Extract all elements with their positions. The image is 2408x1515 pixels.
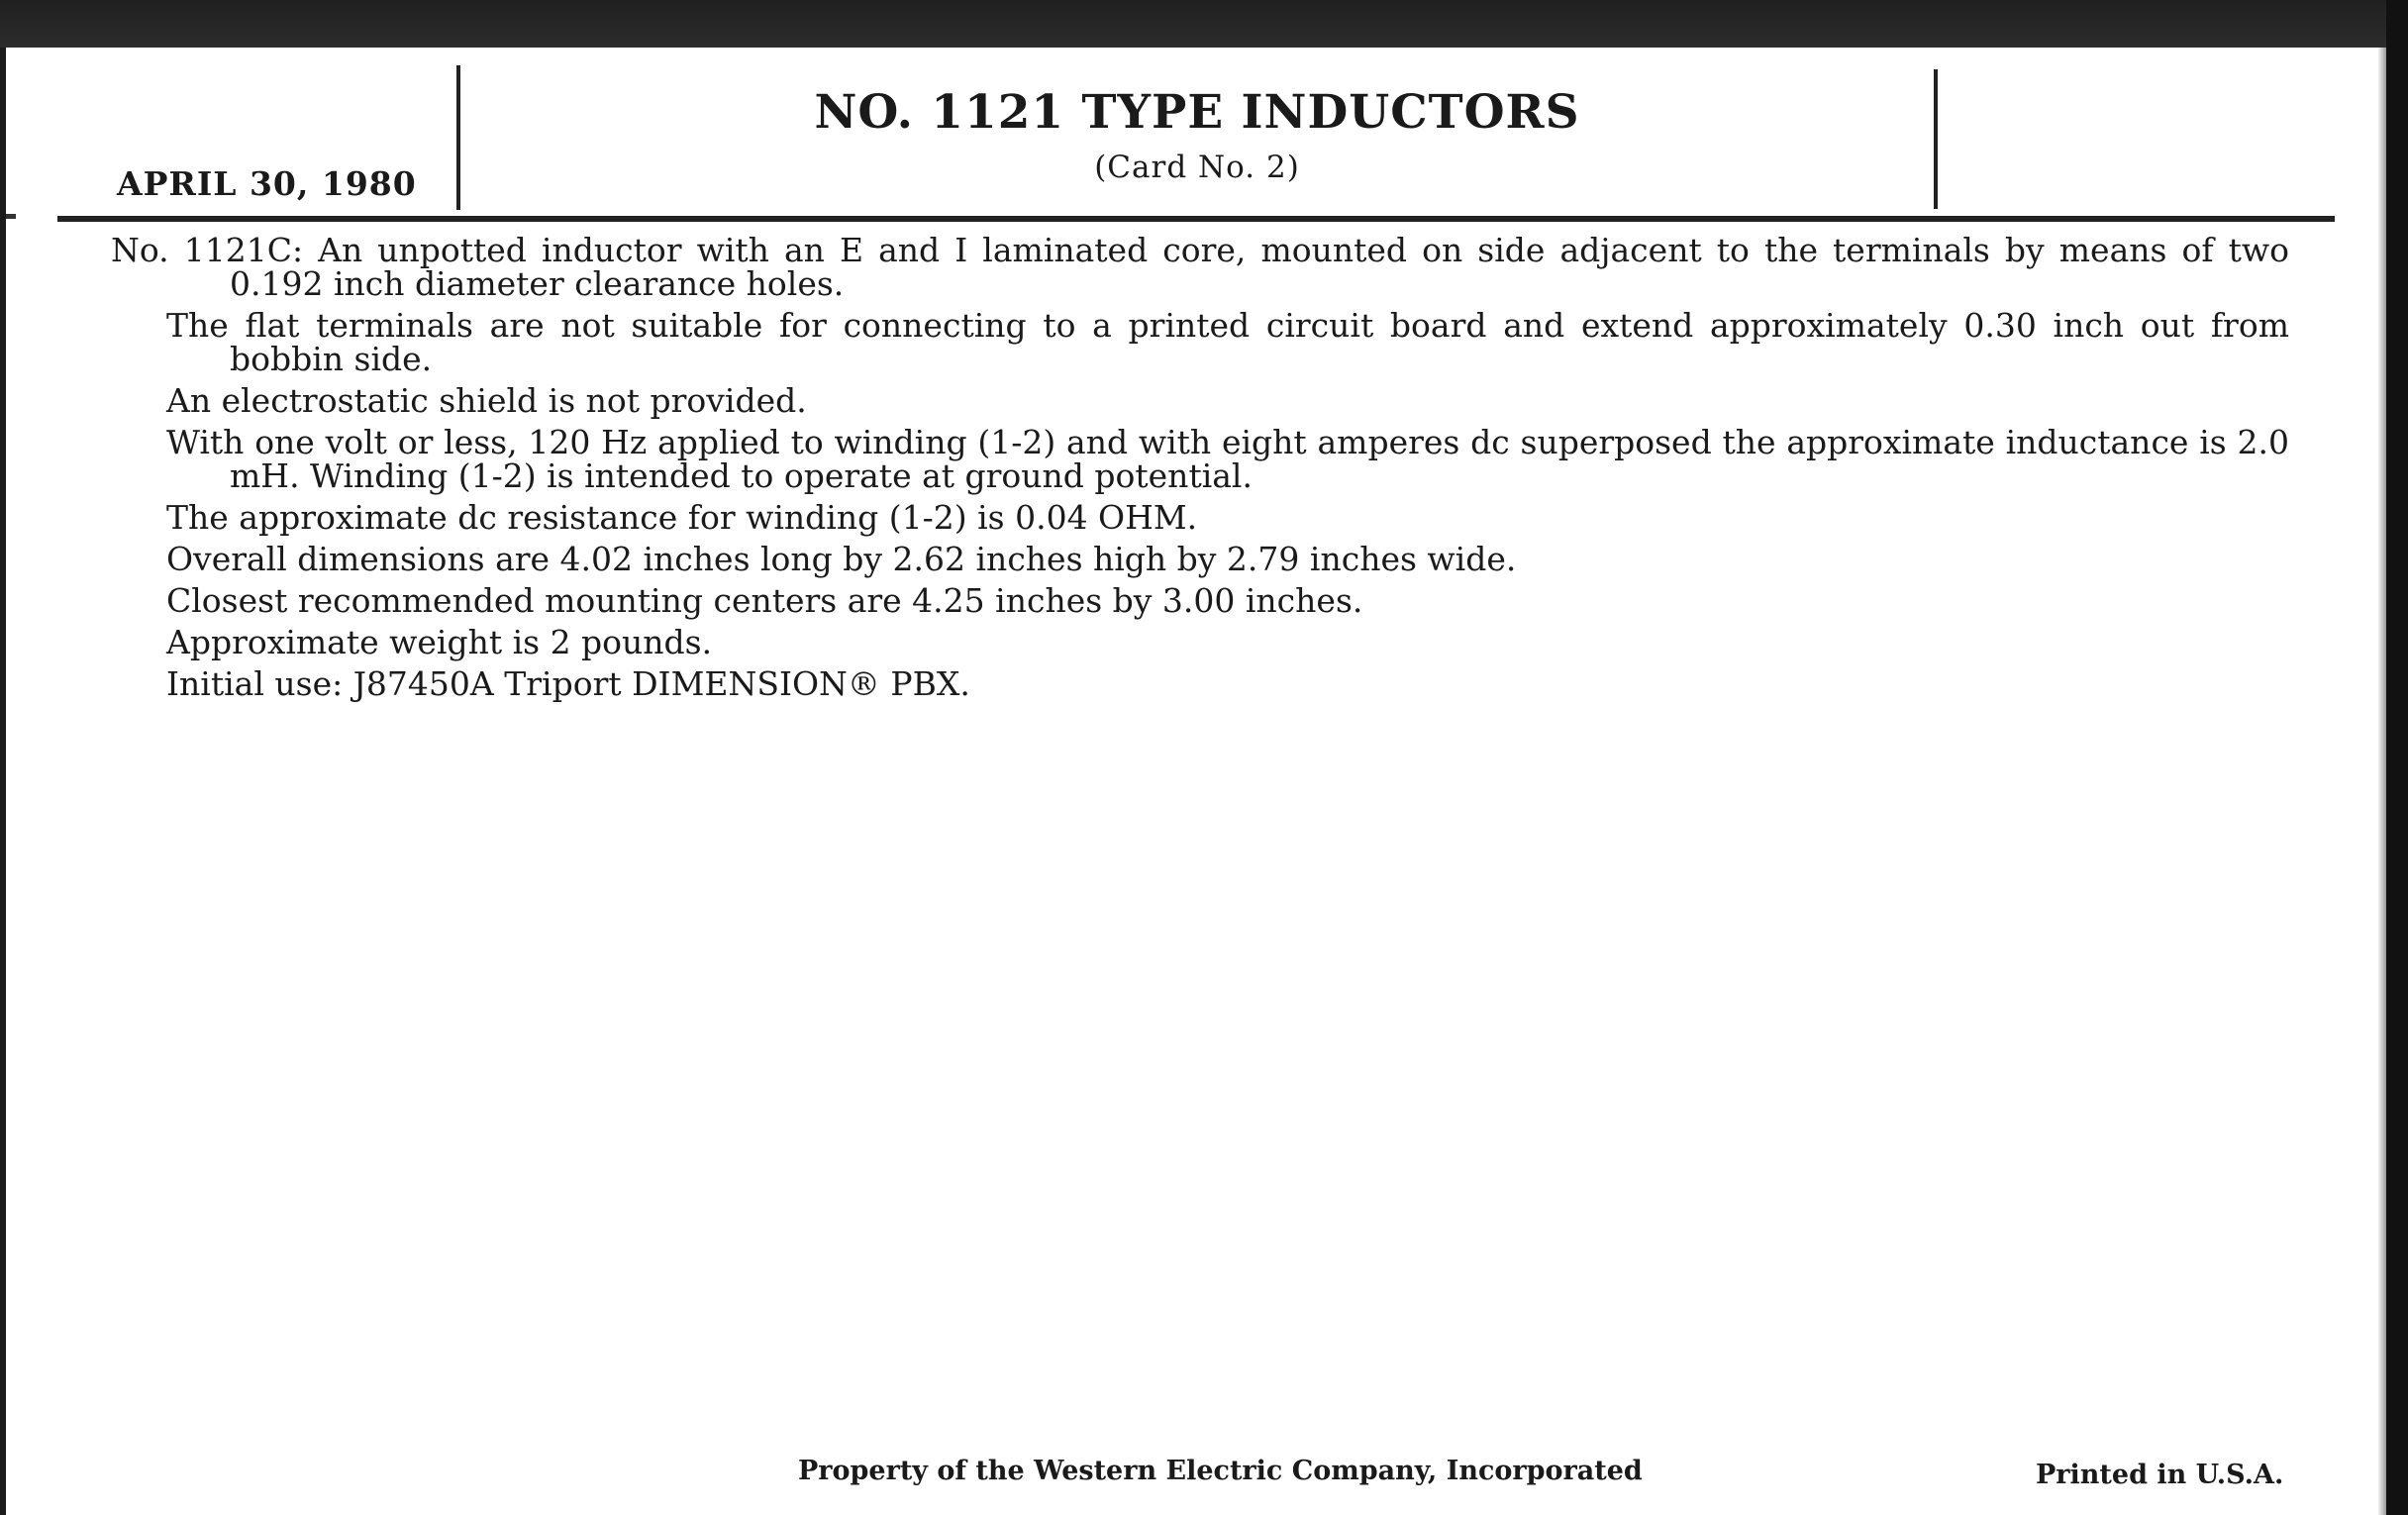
header-divider-right — [1934, 69, 1938, 209]
card-title: NO. 1121 TYPE INDUCTORS — [814, 85, 1580, 140]
paragraph-dimensions: Overall dimensions are 4.02 inches long by 2.62 inches high by 2.79 inches wide. — [166, 540, 1517, 578]
paragraph-weight: Approximate weight is 2 pounds. — [166, 623, 713, 661]
footer-printed-in: Printed in U.S.A. — [2036, 1460, 2284, 1490]
paragraph-initial-use: Initial use: J87450A Triport DIMENSION® PBX. — [166, 664, 970, 703]
scan-top-edge — [0, 0, 2408, 48]
paragraph-inductance: With one volt or less, 120 Hz applied to winding (1-2) and with eight amperes dc superposed the approximate inductance is 2.0 mH. Winding (1-2) is intended to operate at ground potential. — [166, 423, 2289, 495]
paragraph-resistance: The approximate dc resistance for winding (1-2) is 0.04 OHM. — [166, 498, 1198, 537]
header-rule — [57, 216, 2335, 222]
document-card — [6, 48, 2386, 1515]
paragraph-shield: An electrostatic shield is not provided. — [166, 381, 807, 420]
card-edge-shadow — [2378, 48, 2386, 1515]
margin-tick-mark — [6, 214, 16, 219]
card-subtitle: (Card No. 2) — [1094, 150, 1300, 185]
footer-property-notice: Property of the Western Electric Company, Incorporated — [798, 1456, 1643, 1486]
paragraph-description: No. 1121C: An unpotted inductor with an E and I laminated core, mounted on side adjacent to the terminals by means of two 0.192 inch diameter clearance holes. — [111, 231, 2289, 303]
card-date: APRIL 30, 1980 — [117, 164, 417, 203]
paragraph-terminals: The flat terminals are not suitable for connecting to a printed circuit board and extend approximately 0.30 inch out from bobbin side. — [166, 306, 2289, 378]
header-divider-left — [456, 65, 460, 210]
paragraph-mounting: Closest recommended mounting centers are 4.25 inches by 3.00 inches. — [166, 581, 1363, 620]
scan-right-edge — [2386, 0, 2408, 1515]
card-body — [111, 231, 2289, 709]
